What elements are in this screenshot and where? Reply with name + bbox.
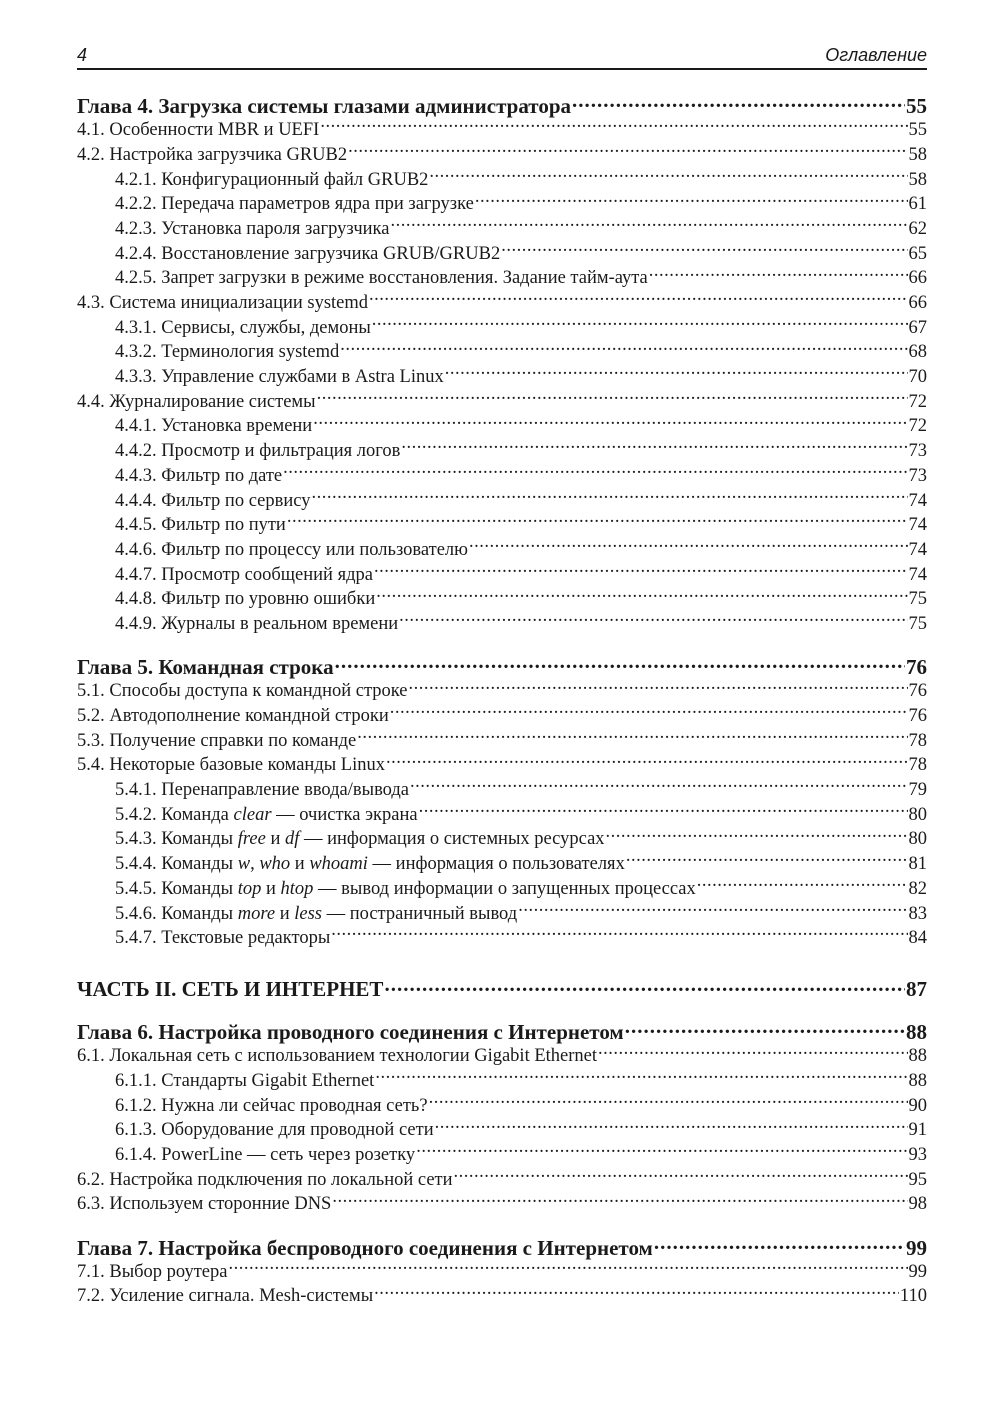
toc-spacer	[77, 1216, 927, 1234]
toc-page-number: 88	[908, 1070, 927, 1091]
toc-page-number: 62	[908, 218, 927, 239]
toc-leader-dots	[375, 1067, 907, 1086]
page-header	[77, 40, 927, 70]
toc-page-number: 55	[908, 120, 927, 141]
toc-entry[interactable]	[77, 826, 927, 851]
toc-page-number: 61	[908, 194, 927, 215]
toc-page-number: 80	[908, 829, 927, 850]
toc-leader-dots	[626, 851, 908, 870]
toc-entry-title: 5.4.4. Команды w, who и whoami — информация о пользователях	[115, 854, 625, 875]
toc-entry[interactable]	[77, 727, 927, 752]
toc-page-number: 67	[908, 317, 927, 338]
toc-page-number: 88	[906, 1020, 927, 1045]
toc-entry[interactable]	[77, 900, 927, 925]
toc-entry[interactable]	[77, 487, 927, 512]
toc-entry-title: 5.4.6. Команды more и less — постраничный вывод	[115, 903, 518, 924]
toc-leader-dots	[348, 141, 907, 160]
toc-entry-title: 4.1. Особенности MBR и UEFI	[77, 120, 320, 141]
toc-page-number: 76	[908, 681, 927, 702]
toc-page-number: 72	[908, 391, 927, 412]
toc-entry-title: 5.4.2. Команда clear — очистка экрана	[115, 804, 418, 825]
toc-leader-dots	[311, 487, 907, 506]
toc-page-number: 99	[908, 1261, 927, 1282]
toc-page-number: 95	[908, 1169, 927, 1190]
toc-page-number: 83	[908, 903, 927, 924]
toc-entry[interactable]	[77, 314, 927, 339]
toc-entry-title: 6.1.3. Оборудование для проводной сети	[115, 1120, 434, 1141]
toc-leader-dots	[335, 653, 905, 674]
toc-entry-title: 4.4.2. Просмотр и фильтрация логов	[115, 441, 401, 462]
toc-page-number: 74	[908, 539, 927, 560]
toc-entry-title: 4.2.1. Конфигурационный файл GRUB2	[115, 169, 429, 190]
toc-page-number: 88	[908, 1046, 927, 1067]
toc-leader-dots	[283, 462, 907, 481]
toc-leader-dots	[625, 1018, 905, 1039]
toc-entry-title: 4.4.1. Установка времени	[115, 416, 313, 437]
toc-entry-title: 5.4.1. Перенаправление ввода/вывода	[115, 780, 410, 801]
toc-page-number: 74	[908, 564, 927, 585]
toc-page-number: 73	[908, 465, 927, 486]
toc-entry[interactable]	[77, 388, 927, 413]
toc-page-number: 87	[906, 977, 927, 1002]
table-of-contents	[77, 92, 927, 1308]
toc-entry-title: ЧАСТЬ II. СЕТЬ И ИНТЕРНЕТ	[77, 977, 384, 1002]
toc-leader-dots	[372, 314, 908, 333]
toc-page-number: 78	[908, 755, 927, 776]
toc-entry[interactable]	[77, 875, 927, 900]
toc-spacer	[77, 949, 927, 975]
toc-page-number: 84	[908, 928, 927, 949]
toc-entry-title: 4.3.2. Терминология systemd	[115, 342, 340, 363]
toc-leader-dots	[390, 703, 908, 722]
toc-entry[interactable]	[77, 438, 927, 463]
toc-entry[interactable]	[77, 1067, 927, 1092]
toc-chapter-entry[interactable]	[77, 653, 927, 678]
toc-entry-title: 6.3. Используем сторонние DNS	[77, 1194, 332, 1215]
toc-entry[interactable]	[77, 117, 927, 142]
toc-leader-dots	[332, 1191, 907, 1210]
toc-page-number: 74	[908, 515, 927, 536]
toc-leader-dots	[384, 975, 905, 996]
toc-entry[interactable]	[77, 1117, 927, 1142]
toc-leader-dots	[399, 610, 907, 629]
toc-entry-title: 6.2. Настройка подключения по локальной сети	[77, 1169, 453, 1190]
toc-page-number: 82	[908, 878, 927, 899]
toc-leader-dots	[410, 777, 907, 796]
toc-leader-dots	[429, 166, 907, 185]
toc-leader-dots	[228, 1258, 907, 1277]
toc-entry-title: 4.2.2. Передача параметров ядра при загрузке	[115, 194, 474, 215]
toc-entry-title: 5.4.7. Текстовые редакторы	[115, 928, 331, 949]
toc-page-number: 65	[908, 243, 927, 264]
toc-leader-dots	[419, 801, 908, 820]
toc-entry-title: Глава 4. Загрузка системы глазами администратора	[77, 94, 572, 118]
toc-entry[interactable]	[77, 777, 927, 802]
toc-entry[interactable]	[77, 462, 927, 487]
toc-leader-dots	[331, 925, 907, 944]
toc-leader-dots	[697, 875, 908, 894]
toc-chapter-entry[interactable]	[77, 975, 927, 1000]
toc-entry-title: 5.2. Автодополнение командной строки	[77, 706, 389, 726]
toc-entry-title: 4.4.7. Просмотр сообщений ядра	[115, 564, 373, 585]
toc-leader-dots	[376, 586, 907, 605]
toc-entry-title: Глава 7. Настройка беспроводного соединения с Интернетом	[77, 1235, 653, 1260]
toc-entry-title: 6.1.1. Стандарты Gigabit Ethernet	[115, 1070, 375, 1091]
toc-leader-dots	[390, 215, 907, 234]
toc-leader-dots	[518, 900, 907, 919]
toc-leader-dots	[374, 1283, 899, 1302]
toc-entry[interactable]	[77, 413, 927, 438]
toc-page-number: 93	[908, 1145, 927, 1165]
toc-entry[interactable]	[77, 166, 927, 191]
toc-leader-dots	[649, 265, 908, 284]
toc-entry[interactable]	[77, 678, 927, 703]
toc-leader-dots	[445, 364, 908, 383]
toc-leader-dots	[386, 752, 908, 771]
toc-leader-dots	[429, 1092, 908, 1111]
toc-entry[interactable]	[77, 240, 927, 265]
toc-entry[interactable]	[77, 364, 927, 389]
toc-entry[interactable]	[77, 536, 927, 561]
toc-leader-dots	[320, 117, 907, 136]
toc-entry[interactable]	[77, 752, 927, 777]
toc-page-number: 55	[906, 94, 927, 118]
page-number: 4	[77, 45, 88, 65]
toc-entry[interactable]	[77, 851, 927, 876]
toc-entry[interactable]	[77, 610, 927, 635]
toc-entry[interactable]	[77, 339, 927, 364]
toc-page-number: 66	[908, 293, 927, 313]
toc-entry[interactable]	[77, 1092, 927, 1117]
toc-entry[interactable]	[77, 1166, 927, 1191]
toc-leader-dots	[317, 388, 908, 407]
toc-leader-dots	[340, 339, 907, 358]
toc-leader-dots	[401, 438, 907, 457]
toc-page-number: 98	[908, 1194, 927, 1215]
toc-page-number: 78	[908, 730, 927, 751]
toc-entry[interactable]	[77, 512, 927, 537]
toc-leader-dots	[313, 413, 907, 432]
toc-page-number: 90	[908, 1095, 927, 1116]
toc-page-number: 73	[908, 441, 927, 462]
toc-entry-title: 4.4. Журналирование системы	[77, 391, 316, 412]
toc-entry-title: 6.1. Локальная сеть с использованием технологии Gigabit Ethernet	[77, 1046, 598, 1067]
toc-entry[interactable]	[77, 703, 927, 728]
toc-leader-dots	[409, 678, 908, 697]
toc-entry-title: 7.2. Усиление сигнала. Mesh-системы	[77, 1286, 374, 1307]
toc-page-number: 80	[908, 804, 927, 825]
toc-entry-title: 4.2.4. Восстановление загрузчика GRUB/GRUB2	[115, 243, 501, 264]
toc-page-number: 70	[908, 367, 927, 388]
toc-page-number: 75	[908, 589, 927, 610]
toc-leader-dots	[501, 240, 907, 259]
toc-entry-title: 7.1. Выбор роутера	[77, 1261, 228, 1282]
toc-entry-title: 5.4. Некоторые базовые команды Linux	[77, 755, 385, 776]
toc-leader-dots	[416, 1142, 907, 1161]
toc-entry[interactable]	[77, 586, 927, 611]
toc-entry-title: 4.4.4. Фильтр по сервису	[115, 490, 311, 511]
toc-leader-dots	[357, 727, 907, 746]
toc-page-number: 99	[906, 1235, 927, 1260]
toc-entry-title: Глава 5. Командная строка	[77, 655, 334, 680]
toc-chapter-entry[interactable]	[77, 92, 927, 117]
toc-chapter-entry[interactable]	[77, 1234, 927, 1259]
toc-entry[interactable]	[77, 141, 927, 166]
toc-leader-dots	[572, 92, 905, 113]
toc-page-number: 110	[899, 1286, 927, 1307]
toc-entry[interactable]	[77, 1258, 927, 1283]
toc-entry-title: 4.4.3. Фильтр по дате	[115, 465, 283, 486]
toc-spacer	[77, 635, 927, 653]
toc-entry[interactable]	[77, 1043, 927, 1068]
toc-entry[interactable]	[77, 801, 927, 826]
toc-page-number: 58	[908, 144, 927, 165]
toc-entry-title: 5.4.5. Команды top и htop — вывод информации о запущенных процессах	[115, 878, 696, 899]
toc-page-number: 81	[908, 854, 927, 875]
toc-leader-dots	[606, 826, 908, 845]
toc-entry-title: 4.4.5. Фильтр по пути	[115, 515, 286, 536]
toc-entry[interactable]	[77, 1191, 927, 1216]
toc-entry-title: 4.2.5. Запрет загрузки в режиме восстановления. Задание тайм-аута	[115, 268, 648, 289]
toc-entry-title: 4.2. Настройка загрузчика GRUB2	[77, 144, 348, 165]
toc-page-number: 79	[908, 780, 927, 801]
toc-page-number: 58	[908, 169, 927, 190]
toc-page-number: 66	[908, 268, 927, 289]
toc-leader-dots	[374, 561, 908, 580]
toc-entry[interactable]	[77, 1283, 927, 1308]
toc-leader-dots	[654, 1234, 905, 1255]
toc-leader-dots	[469, 536, 908, 555]
toc-leader-dots	[598, 1043, 907, 1062]
toc-entry-title: 5.1. Способы доступа к командной строке	[77, 681, 408, 702]
toc-entry-title: 6.1.2. Нужна ли сейчас проводная сеть?	[115, 1095, 428, 1116]
toc-leader-dots	[369, 290, 907, 309]
toc-entry[interactable]	[77, 1142, 927, 1167]
toc-entry-title: 4.3.1. Сервисы, службы, демоны	[115, 317, 371, 338]
toc-page-number: 72	[908, 416, 927, 437]
toc-entry-title: 5.3. Получение справки по команде	[77, 730, 357, 751]
toc-entry-title: Глава 6. Настройка проводного соединения с Интернетом	[77, 1020, 624, 1045]
toc-spacer	[77, 1000, 927, 1018]
toc-page-number: 74	[908, 490, 927, 511]
toc-entry-title: 5.4.3. Команды free и df — информация о системных ресурсах	[115, 829, 605, 850]
toc-entry-title: 4.3. Система инициализации systemd	[77, 293, 369, 313]
toc-entry[interactable]	[77, 925, 927, 950]
toc-page-number: 91	[908, 1120, 927, 1141]
toc-page-number: 76	[906, 655, 927, 680]
toc-entry[interactable]	[77, 290, 927, 315]
toc-entry-title: 4.4.6. Фильтр по процессу или пользователю	[115, 539, 468, 560]
toc-leader-dots	[454, 1166, 908, 1185]
toc-entry-title: 4.2.3. Установка пароля загрузчика	[115, 218, 390, 239]
toc-entry[interactable]	[77, 265, 927, 290]
toc-entry-title: 4.4.9. Журналы в реальном времени	[115, 613, 399, 634]
toc-page-number: 76	[908, 706, 927, 726]
toc-page-number: 75	[908, 613, 927, 634]
toc-leader-dots	[435, 1117, 908, 1136]
toc-leader-dots	[287, 512, 908, 531]
toc-entry-title: 6.1.4. PowerLine — сеть через розетку	[115, 1145, 416, 1165]
toc-chapter-entry[interactable]	[77, 1018, 927, 1043]
toc-entry[interactable]	[77, 191, 927, 216]
toc-entry[interactable]	[77, 561, 927, 586]
toc-entry[interactable]	[77, 215, 927, 240]
running-title: Оглавление	[825, 45, 927, 65]
toc-page-number: 68	[908, 342, 927, 363]
document-page	[77, 40, 927, 1308]
toc-entry-title: 4.4.8. Фильтр по уровню ошибки	[115, 589, 376, 610]
toc-leader-dots	[475, 191, 908, 210]
toc-entry-title: 4.3.3. Управление службами в Astra Linux	[115, 367, 444, 388]
